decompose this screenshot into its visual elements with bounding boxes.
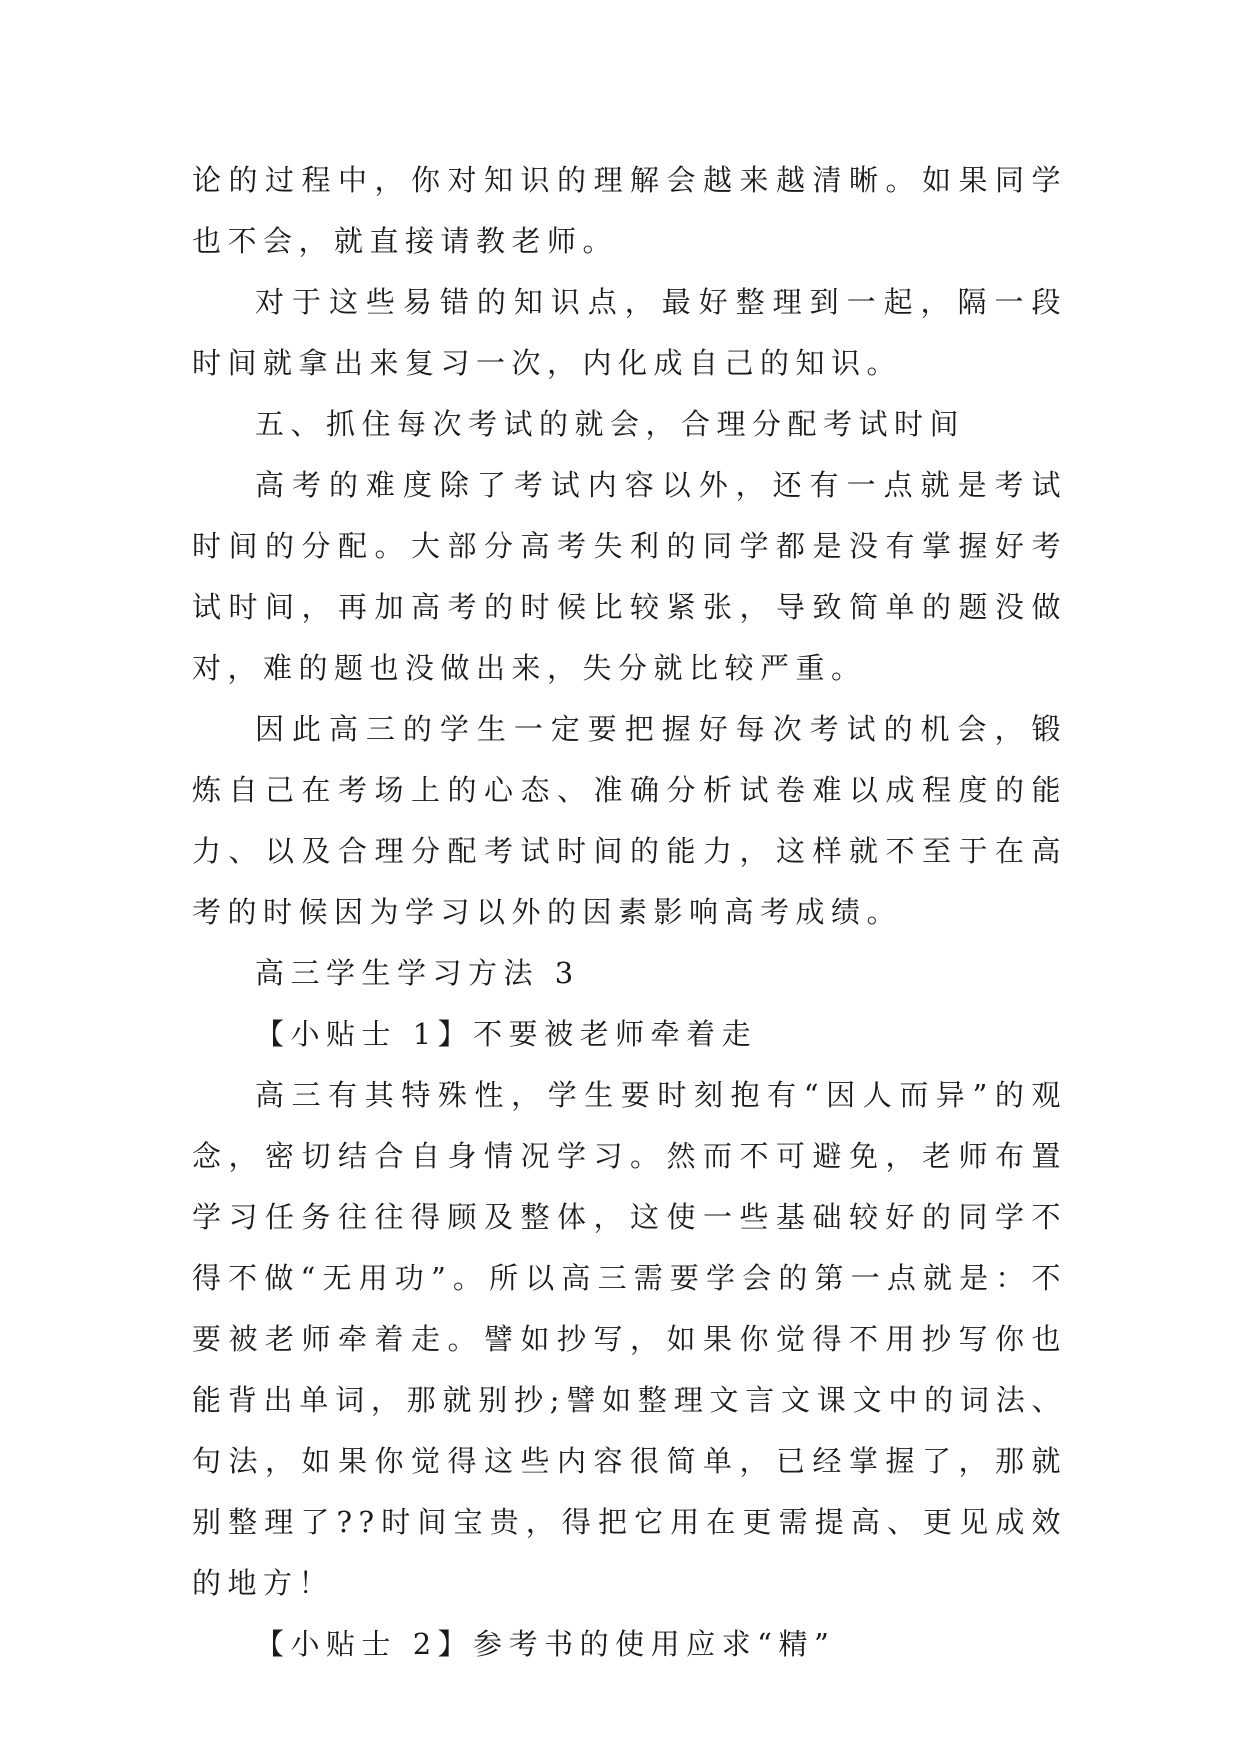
section-heading-method-3: 高三学生学习方法 3 xyxy=(255,956,580,990)
section-heading-5: 五、抓住每次考试的就会，合理分配考试时间 xyxy=(255,407,966,441)
paragraph-1: 论的过程中，你对知识的理解会越来越清晰。如果同学也不会，就直接请教老师。 xyxy=(192,163,1067,258)
document-page xyxy=(192,150,1067,1675)
tip-heading-1: 【小贴士 1】不要被老师牵着走 xyxy=(255,1017,758,1051)
paragraph-2: 对于这些易错的知识点，最好整理到一起，隔一段时间就拿出来复习一次，内化成自己的知识。 xyxy=(192,285,1067,380)
paragraph-3: 高考的难度除了考试内容以外，还有一点就是考试时间的分配。大部分高考失利的同学都是没有掌握好考试时间，再加高考的时候比较紧张，导致简单的题没做对，难的题也没做出来，失分就比较严重。 xyxy=(192,468,1067,685)
paragraph-5: 高三有其特殊性，学生要时刻抱有“因人而异”的观念，密切结合自身情况学习。然而不可避免，老师布置学习任务往往得顾及整体，这使一些基础较好的同学不得不做“无用功”。所以高三需要学会的第一点就是：不要被老师牵着走。譬如抄写，如果你觉得不用抄写你也能背出单词，那就别抄;譬如整理文言文课文中的词法、句法，如果你觉得这些内容很简单，已经掌握了，那就别整理了??时间宝贵，得把它用在更需提高、更见成效的地方！ xyxy=(192,1078,1067,1600)
paragraph-4: 因此高三的学生一定要把握好每次考试的机会，锻炼自己在考场上的心态、准确分析试卷难以成程度的能力、以及合理分配考试时间的能力，这样就不至于在高考的时候因为学习以外的因素影响高考成绩。 xyxy=(192,712,1067,929)
tip-heading-2: 【小贴士 2】参考书的使用应求“精” xyxy=(255,1627,836,1661)
